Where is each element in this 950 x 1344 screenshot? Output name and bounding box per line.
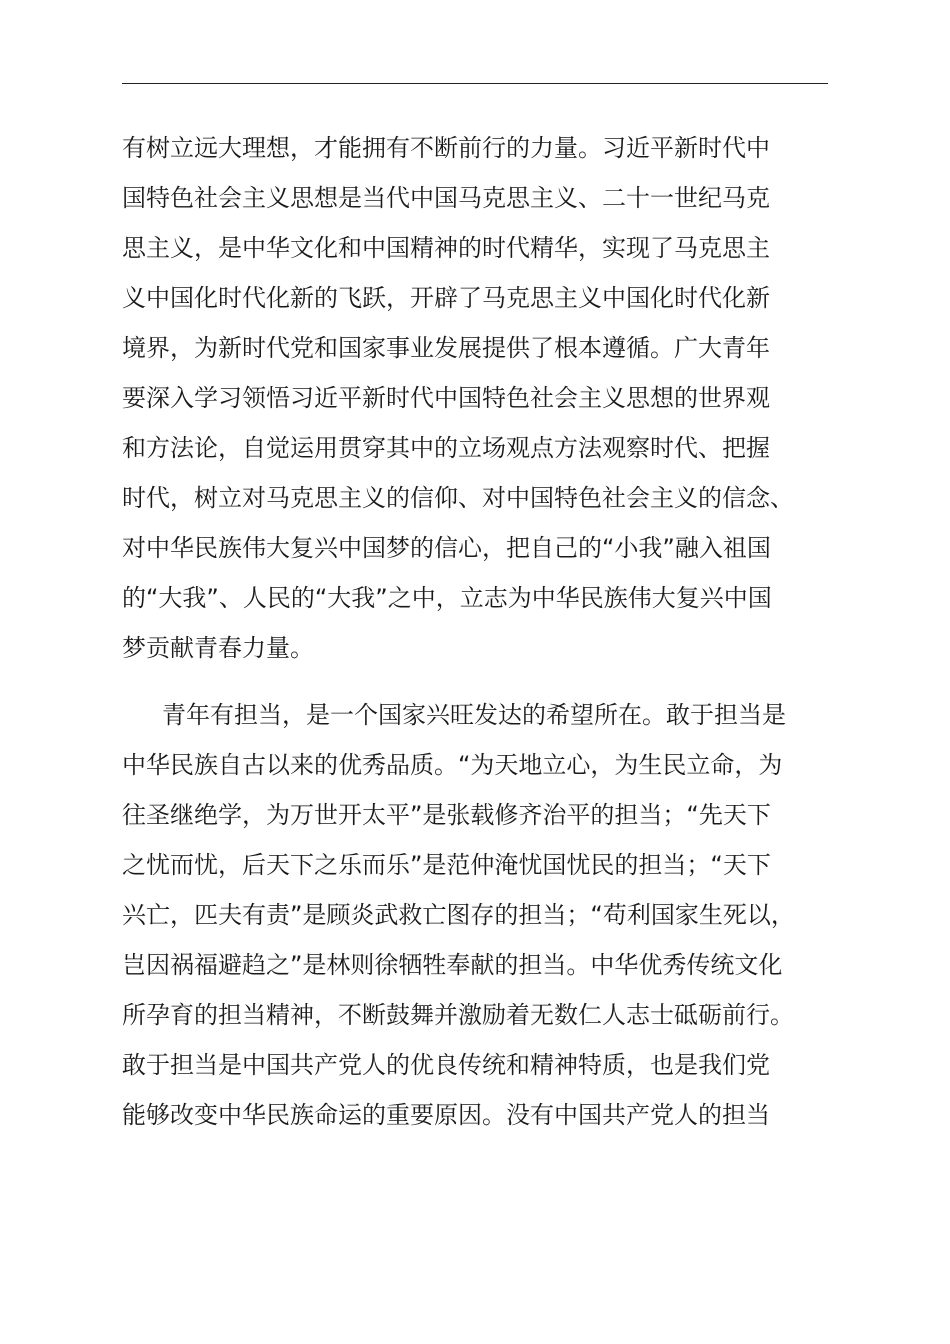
text-line: 境界，为新时代党和国家事业发展提供了根本遵循。广大青年 bbox=[122, 334, 770, 362]
text-line: 时代，树立对马克思主义的信仰、对中国特色社会主义的信念、 bbox=[122, 484, 794, 512]
text-line: 所孕育的担当精神，不断鼓舞并激励着无数仁人志士砥砺前行。 bbox=[122, 1001, 794, 1029]
paragraph-gap bbox=[122, 673, 862, 690]
text-line: 和方法论，自觉运用贯穿其中的立场观点方法观察时代、把握 bbox=[122, 434, 770, 462]
text-line: 的“大我”、人民的“大我”之中，立志为中华民族伟大复兴中国 bbox=[122, 584, 772, 612]
text-line: 对中华民族伟大复兴中国梦的信心，把自己的“小我”融入祖国 bbox=[122, 534, 771, 562]
text-line: 梦贡献青春力量。 bbox=[122, 634, 314, 662]
paragraph-2 bbox=[122, 690, 862, 1140]
text-line: 能够改变中华民族命运的重要原因。没有中国共产党人的担当 bbox=[122, 1101, 770, 1129]
text-line: 敢于担当是中国共产党人的优良传统和精神特质，也是我们党 bbox=[122, 1051, 770, 1079]
paragraph-1 bbox=[122, 123, 862, 673]
text-line-indented: 青年有担当，是一个国家兴旺发达的希望所在。敢于担当是 bbox=[162, 701, 786, 729]
text-line: 思主义，是中华文化和中国精神的时代精华，实现了马克思主 bbox=[122, 234, 770, 262]
text-line: 往圣继绝学，为万世开太平”是张载修齐治平的担当；“先天下 bbox=[122, 801, 771, 829]
text-line: 国特色社会主义思想是当代中国马克思主义、二十一世纪马克 bbox=[122, 184, 770, 212]
text-line: 之忧而忧，后天下之乐而乐”是范仲淹忧国忧民的担当；“天下 bbox=[122, 851, 771, 879]
text-line: 岂因祸福避趋之”是林则徐牺牲奉献的担当。中华优秀传统文化 bbox=[122, 951, 783, 979]
text-line: 有树立远大理想，才能拥有不断前行的力量。习近平新时代中 bbox=[122, 134, 770, 162]
text-line: 要深入学习领悟习近平新时代中国特色社会主义思想的世界观 bbox=[122, 384, 770, 412]
text-line: 兴亡，匹夫有责”是顾炎武救亡图存的担当；“苟利国家生死以， bbox=[122, 901, 795, 929]
text-line: 中华民族自古以来的优秀品质。“为天地立心，为生民立命，为 bbox=[122, 751, 783, 779]
document-body bbox=[122, 123, 862, 1140]
text-line: 义中国化时代化新的飞跃，开辟了马克思主义中国化时代化新 bbox=[122, 284, 770, 312]
header-rule bbox=[122, 83, 828, 84]
